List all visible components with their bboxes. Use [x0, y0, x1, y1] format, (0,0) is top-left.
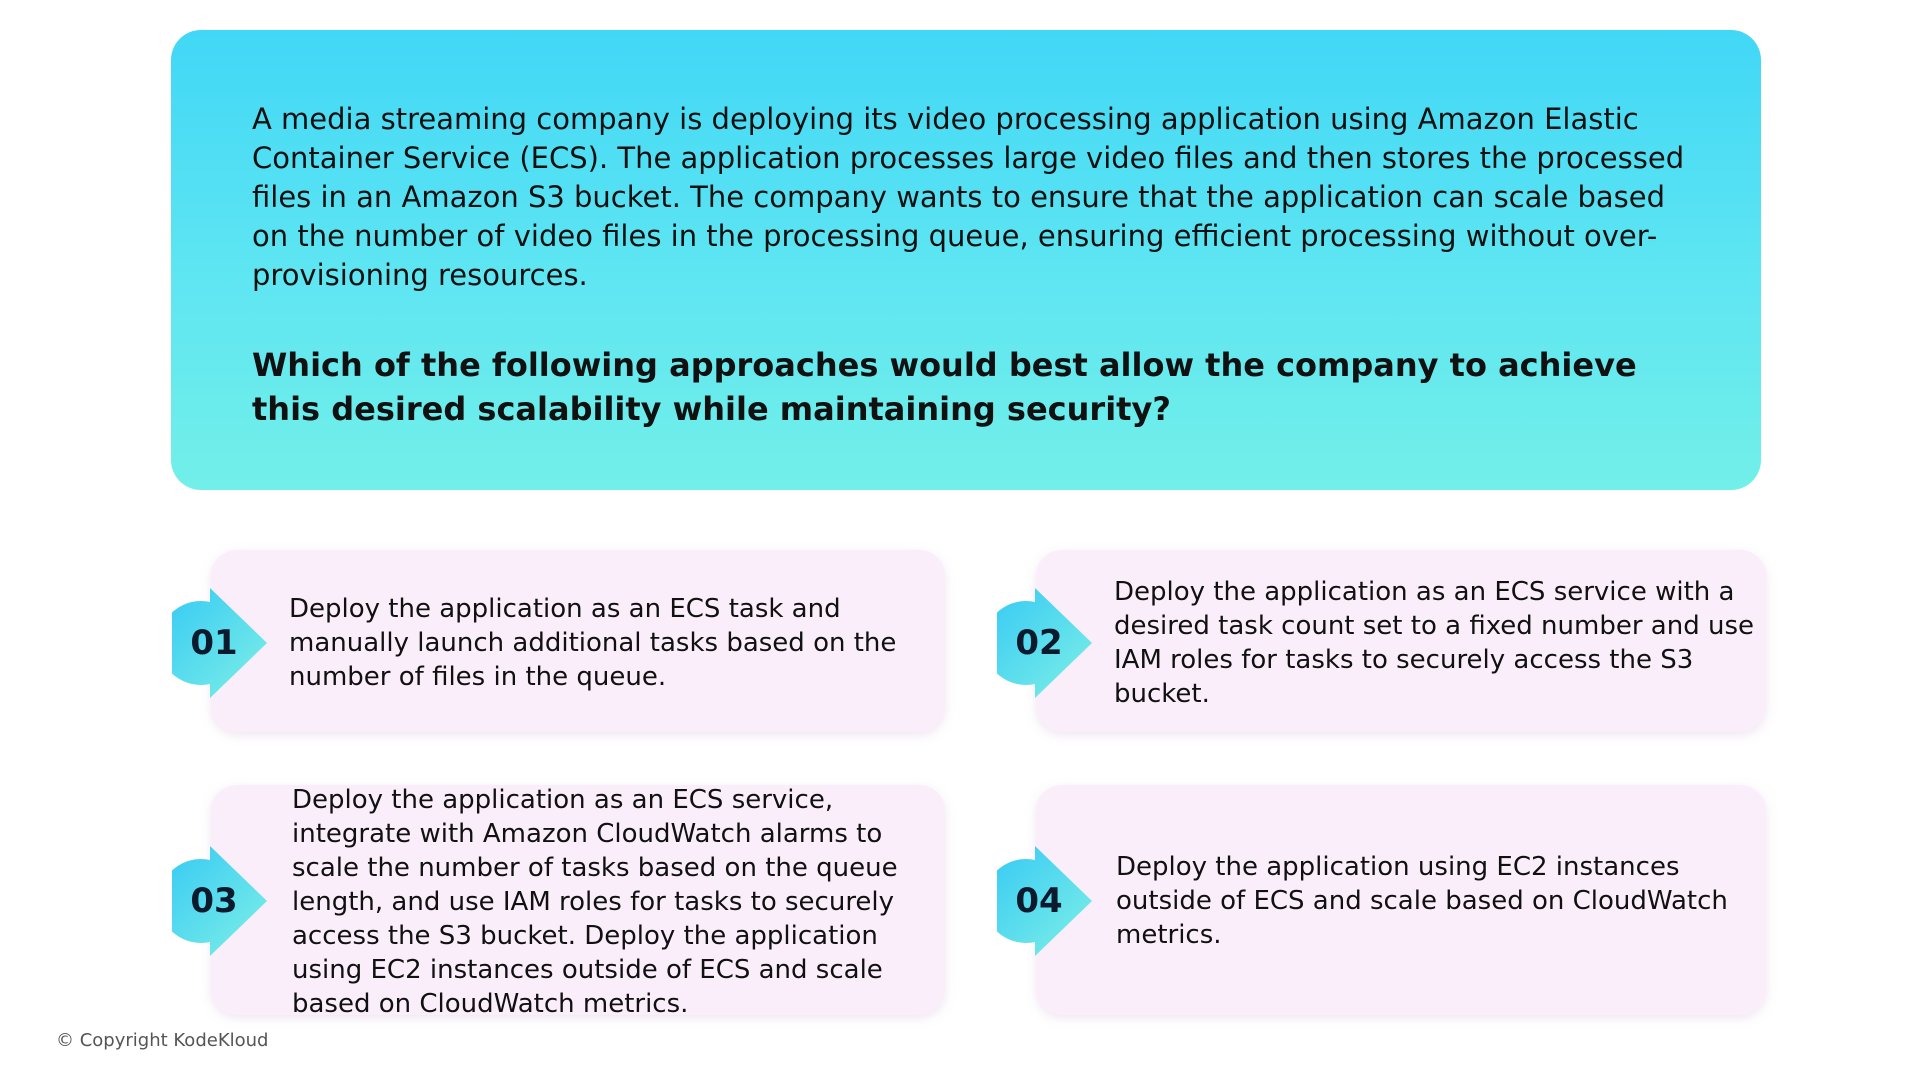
option-text-03: Deploy the application as an ECS service, integrate with Amazon CloudWatch alarms to scale the number of tasks based on the queue length, and use IAM roles for tasks to securely access the S3 bucket. Deploy the application using EC2 instances outside of ECS and scale based on CloudWatch metrics.	[292, 785, 898, 1019]
option-badge-04	[997, 846, 1092, 956]
question-prompt: Which of the following approaches would best allow the company to achieve this desired scalability while maintaining security?	[252, 346, 1637, 428]
question-card	[171, 30, 1761, 490]
option-text-01: Deploy the application as an ECS task and manually launch additional tasks based on the number of files in the queue.	[289, 594, 897, 692]
option-number-03: 03	[190, 881, 238, 921]
option-number-02: 02	[1015, 623, 1063, 663]
option-badge-01	[172, 588, 267, 698]
question-scenario: A media streaming company is deploying its video processing application using Amazon Elastic Container Service (ECS). The application processes large video files and then stores the processed files in an Amazon S3 bucket. The company wants to ensure that the application can scale based on the number of video files in the processing queue, ensuring efficient processing without over-provisioning resources.	[252, 102, 1685, 292]
option-number-01: 01	[190, 623, 238, 663]
option-badge-03	[172, 846, 267, 956]
copyright-footer: © Copyright KodeKloud	[56, 1030, 269, 1051]
option-badge-02	[997, 588, 1092, 698]
option-text-04: Deploy the application using EC2 instances outside of ECS and scale based on CloudWatch metrics.	[1116, 852, 1728, 950]
option-text-02: Deploy the application as an ECS service with a desired task count set to a fixed number and use IAM roles for tasks to securely access the S3 bucket.	[1114, 577, 1754, 709]
option-number-04: 04	[1015, 881, 1063, 921]
